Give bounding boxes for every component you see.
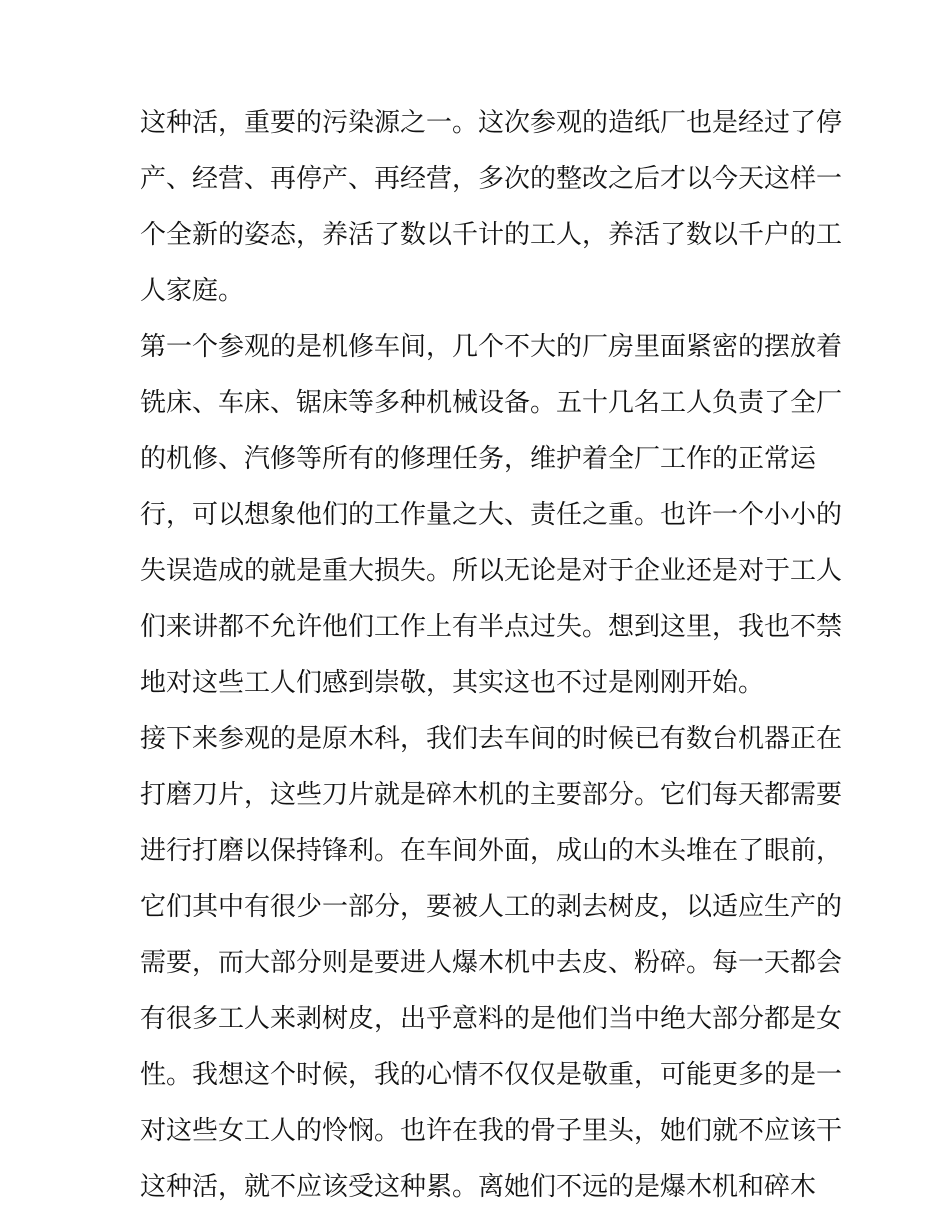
text-line: 的机修、汽修等所有的修理任务，维护着全厂工作的正常运 [140, 444, 817, 474]
text-line: 这种活，就不应该受这种累。离她们不远的是爆木机和碎木 [140, 1172, 817, 1202]
text-line: 人家庭。 [140, 276, 245, 306]
text-line: 铣床、车床、锯床等多种机械设备。五十几名工人负责了全厂 [140, 388, 843, 418]
text-line: 有很多工人来剥树皮，出乎意料的是他们当中绝大部分都是女 [140, 1004, 843, 1034]
text-line: 行，可以想象他们的工作量之大、责任之重。也许一个小小的 [140, 500, 843, 530]
text-line: 这种活，重要的污染源之一。这次参观的造纸厂也是经过了停 [140, 108, 843, 138]
text-line: 进行打磨以保持锋利。在车间外面，成山的木头堆在了眼前， [140, 836, 843, 866]
text-line: 失误造成的就是重大损失。所以无论是对于企业还是对于工人 [140, 556, 843, 586]
text-line: 对这些女工人的怜悯。也许在我的骨子里头，她们就不应该干 [140, 1116, 843, 1146]
text-line: 打磨刀片，这些刀片就是碎木机的主要部分。它们每天都需要 [140, 780, 843, 810]
text-line: 地对这些工人们感到崇敬，其实这也不过是刚刚开始。 [140, 668, 765, 698]
text-line: 产、经营、再停产、再经营，多次的整改之后才以今天这样一 [140, 164, 843, 194]
text-line: 第一个参观的是机修车间，几个不大的厂房里面紧密的摆放着 [140, 332, 843, 362]
text-line: 们来讲都不允许他们工作上有半点过失。想到这里，我也不禁 [140, 612, 843, 642]
text-line: 需要，而大部分则是要进人爆木机中去皮、粉碎。每一天都会 [140, 948, 843, 978]
text-line: 它们其中有很少一部分，要被人工的剥去树皮，以适应生产的 [140, 892, 843, 922]
text-line: 个全新的姿态，养活了数以千计的工人，养活了数以千户的工 [140, 220, 843, 250]
body-text [140, 95, 843, 1215]
text-line: 接下来参观的是原木科，我们去车间的时候已有数台机器正在 [140, 724, 843, 754]
text-line: 性。我想这个时候，我的心情不仅仅是敬重，可能更多的是一 [140, 1060, 843, 1090]
